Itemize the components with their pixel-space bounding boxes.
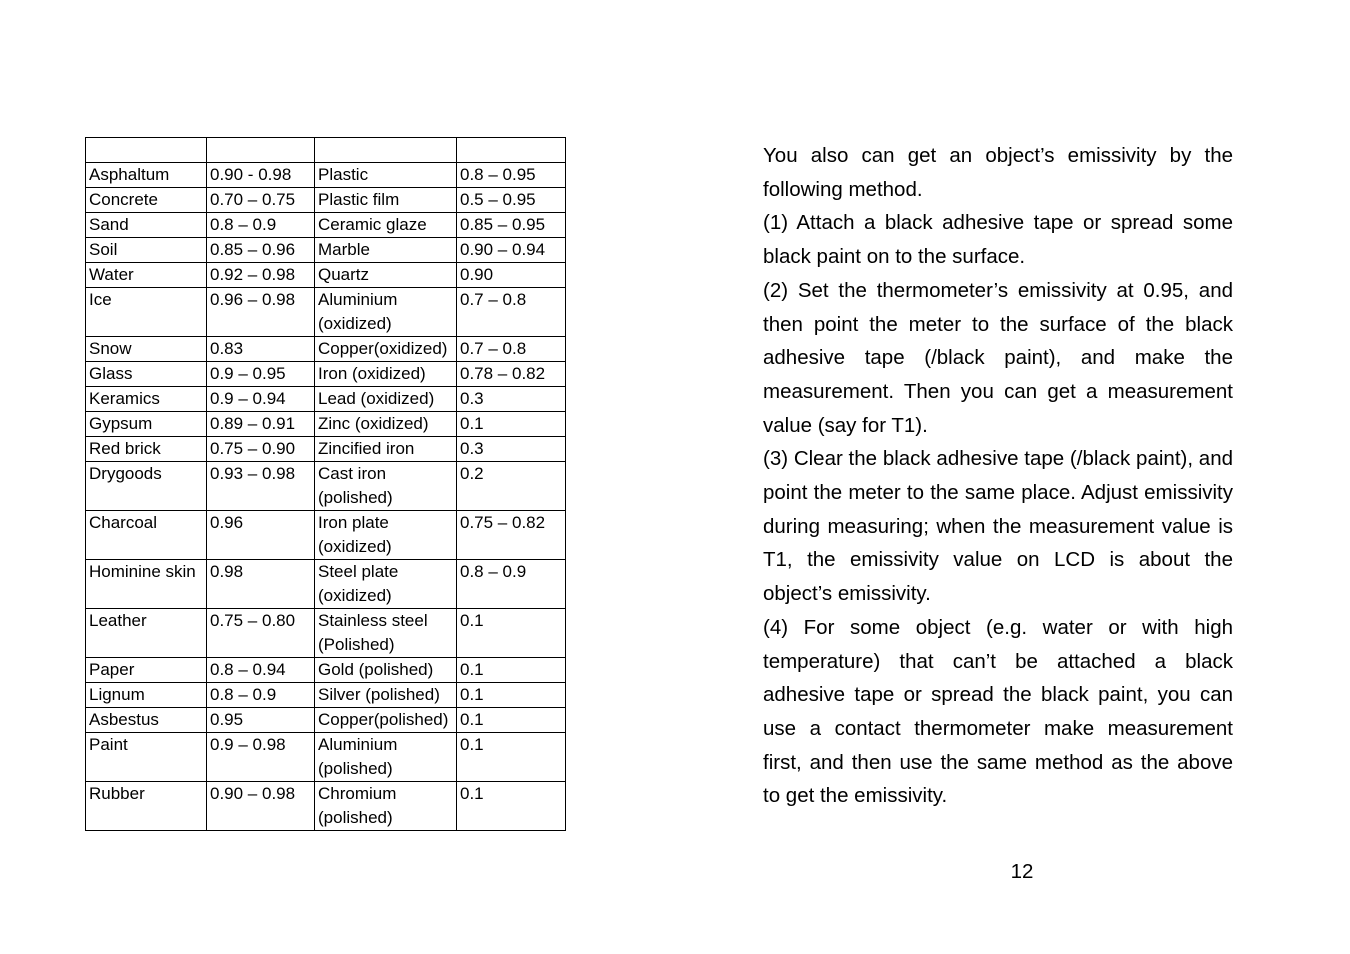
emissivity-cell xyxy=(207,387,315,412)
table-row xyxy=(86,213,566,238)
paragraph-step-3: (3) Clear the black adhesive tape (/black paint), and point the meter to the same place. Adjust emissivity during measuring; when the measurement value is T1, the emissivity value on LCD is about the object’s emissivity. xyxy=(763,447,1233,606)
emissivity-cell xyxy=(457,658,566,683)
emissivity-cell xyxy=(207,238,315,263)
table-row xyxy=(86,362,566,387)
emissivity-cell xyxy=(457,782,566,831)
emissivity-cell-text: 0.92 – 0.98 xyxy=(210,265,296,284)
material-cell-text: Iron plate xyxy=(318,513,389,532)
material-cell-text: Soil xyxy=(89,240,118,259)
material-cell xyxy=(86,708,207,733)
emissivity-cell-text: 0.5 – 0.95 xyxy=(460,190,536,209)
material-cell-text: Paint xyxy=(89,735,128,754)
material-cell xyxy=(315,511,457,560)
emissivity-cell-text: 0.75 – 0.90 xyxy=(210,439,296,458)
emissivity-cell-text: 0.96 – 0.98 xyxy=(210,290,296,309)
emissivity-cell-text: 0.78 – 0.82 xyxy=(460,364,546,383)
emissivity-cell-text: 0.90 – 0.94 xyxy=(460,240,546,259)
material-cell xyxy=(86,238,207,263)
emissivity-table-body xyxy=(86,138,566,831)
material-cell-text: Steel plate xyxy=(318,562,399,581)
emissivity-cell xyxy=(207,683,315,708)
material-cell-text: Paper xyxy=(89,660,135,679)
material-cell xyxy=(315,437,457,462)
emissivity-method-text xyxy=(763,139,1233,813)
material-cell-text: Aluminium xyxy=(318,290,398,309)
material-cell xyxy=(86,560,207,609)
emissivity-cell-text: 0.1 xyxy=(460,784,484,803)
emissivity-cell-text: 0.3 xyxy=(460,389,484,408)
emissivity-cell xyxy=(207,263,315,288)
emissivity-cell xyxy=(207,163,315,188)
paragraph-step-1: (1) Attach a black adhesive tape or spread some black paint on to the surface. xyxy=(763,211,1233,269)
emissivity-cell-text: 0.85 – 0.95 xyxy=(460,215,546,234)
emissivity-cell-text: 0.8 – 0.95 xyxy=(460,165,536,184)
table-row xyxy=(86,708,566,733)
emissivity-cell-text: 0.90 – 0.98 xyxy=(210,784,296,803)
emissivity-cell-text: 0.90 - 0.98 xyxy=(210,165,292,184)
material-cell-text-line2: (oxidized) xyxy=(318,314,392,333)
material-cell xyxy=(315,609,457,658)
table-row xyxy=(86,609,566,658)
material-cell-text: Marble xyxy=(318,240,370,259)
material-cell-text: Chromium xyxy=(318,784,397,803)
material-cell xyxy=(315,213,457,238)
emissivity-cell-text: 0.9 – 0.95 xyxy=(210,364,286,383)
material-cell xyxy=(315,263,457,288)
emissivity-cell xyxy=(457,337,566,362)
emissivity-cell xyxy=(457,362,566,387)
emissivity-cell-text: 0.70 – 0.75 xyxy=(210,190,296,209)
material-cell xyxy=(315,733,457,782)
emissivity-cell xyxy=(207,337,315,362)
material-cell-text-line2: (polished) xyxy=(318,808,393,827)
material-cell-text: Snow xyxy=(89,339,132,358)
emissivity-cell-text: 0.90 xyxy=(460,265,494,284)
emissivity-cell xyxy=(207,288,315,337)
material-cell xyxy=(86,658,207,683)
material-cell xyxy=(86,362,207,387)
emissivity-cell-text: 0.7 – 0.8 xyxy=(460,339,527,358)
emissivity-cell xyxy=(457,708,566,733)
material-cell xyxy=(86,387,207,412)
emissivity-cell-text: 0.1 xyxy=(460,685,484,704)
emissivity-cell-text: 0.1 xyxy=(460,611,484,630)
emissivity-cell xyxy=(457,263,566,288)
material-cell xyxy=(315,387,457,412)
material-cell-text: Aluminium xyxy=(318,735,398,754)
table-row xyxy=(86,462,566,511)
material-cell xyxy=(315,462,457,511)
emissivity-cell-text: 0.8 – 0.94 xyxy=(210,660,286,679)
emissivity-cell-text: 0.75 – 0.82 xyxy=(460,513,546,532)
emissivity-cell xyxy=(457,213,566,238)
material-cell-text: Copper(oxidized) xyxy=(318,339,448,358)
emissivity-cell-text: 0.75 – 0.80 xyxy=(210,611,296,630)
material-cell xyxy=(86,188,207,213)
table-row xyxy=(86,387,566,412)
emissivity-cell-text: 0.8 – 0.9 xyxy=(210,215,277,234)
emissivity-cell xyxy=(457,163,566,188)
emissivity-table xyxy=(85,137,566,831)
material-cell-text: Gypsum xyxy=(89,414,153,433)
table-row xyxy=(86,683,566,708)
material-cell xyxy=(315,658,457,683)
emissivity-cell-text: 0.8 – 0.9 xyxy=(210,685,277,704)
material-cell xyxy=(315,362,457,387)
table-header-row xyxy=(86,138,566,163)
table-row xyxy=(86,511,566,560)
material-cell-text-line2: (oxidized) xyxy=(318,537,392,556)
material-cell-text-line2: (Polished) xyxy=(318,635,395,654)
material-cell xyxy=(315,560,457,609)
material-cell-text: Charcoal xyxy=(89,513,158,532)
material-cell-text: Cast iron xyxy=(318,464,387,483)
emissivity-cell-text: 0.85 – 0.96 xyxy=(210,240,296,259)
emissivity-cell xyxy=(207,658,315,683)
material-cell-text: Lead (oxidized) xyxy=(318,389,435,408)
header-cell xyxy=(86,138,207,163)
material-cell-text: Rubber xyxy=(89,784,145,803)
material-cell xyxy=(86,337,207,362)
emissivity-cell xyxy=(207,213,315,238)
material-cell-text: Water xyxy=(89,265,134,284)
emissivity-cell-text: 0.95 xyxy=(210,710,244,729)
material-cell xyxy=(86,511,207,560)
emissivity-cell xyxy=(207,782,315,831)
material-cell-text: Plastic film xyxy=(318,190,400,209)
table-row xyxy=(86,238,566,263)
material-cell-text: Keramics xyxy=(89,389,160,408)
emissivity-cell xyxy=(207,462,315,511)
material-cell xyxy=(86,683,207,708)
emissivity-cell xyxy=(207,560,315,609)
material-cell xyxy=(86,609,207,658)
material-cell xyxy=(86,782,207,831)
material-cell-text: Quartz xyxy=(318,265,370,284)
material-cell-text: Stainless steel xyxy=(318,611,428,630)
emissivity-cell xyxy=(207,511,315,560)
table-row xyxy=(86,188,566,213)
header-cell xyxy=(315,138,457,163)
material-cell-text: Silver (polished) xyxy=(318,685,440,704)
table-row xyxy=(86,163,566,188)
material-cell xyxy=(86,263,207,288)
emissivity-cell xyxy=(457,387,566,412)
material-cell-text: Zinc (oxidized) xyxy=(318,414,429,433)
emissivity-cell xyxy=(207,733,315,782)
material-cell-text: Iron (oxidized) xyxy=(318,364,426,383)
material-cell-text: Glass xyxy=(89,364,133,383)
emissivity-cell-text: 0.89 – 0.91 xyxy=(210,414,296,433)
emissivity-cell-text: 0.2 xyxy=(460,464,484,483)
table-row xyxy=(86,733,566,782)
emissivity-cell xyxy=(457,238,566,263)
header-cell xyxy=(457,138,566,163)
material-cell xyxy=(86,462,207,511)
emissivity-cell xyxy=(207,708,315,733)
material-cell-text: Leather xyxy=(89,611,147,630)
emissivity-cell xyxy=(457,188,566,213)
emissivity-cell xyxy=(207,362,315,387)
table-row xyxy=(86,288,566,337)
material-cell xyxy=(315,163,457,188)
emissivity-cell-text: 0.3 xyxy=(460,439,484,458)
material-cell xyxy=(315,337,457,362)
material-cell-text-line2: (polished) xyxy=(318,488,393,507)
material-cell-text: Zincified iron xyxy=(318,439,415,458)
emissivity-cell xyxy=(207,437,315,462)
page-number: 12 xyxy=(1010,860,1034,883)
material-cell-text-line2: (polished) xyxy=(318,759,393,778)
emissivity-cell xyxy=(457,733,566,782)
material-cell xyxy=(315,288,457,337)
material-cell xyxy=(315,412,457,437)
material-cell xyxy=(315,782,457,831)
paragraph-step-4: (4) For some object (e.g. water or with high temperature) that can’t be attached a black adhesive tape or spread the black paint, you can use a contact thermometer make measurement first, and then use the same method as the above to get the emissivity. xyxy=(763,615,1233,808)
emissivity-cell xyxy=(457,609,566,658)
material-cell xyxy=(315,188,457,213)
emissivity-cell-text: 0.83 xyxy=(210,339,244,358)
table-row xyxy=(86,560,566,609)
material-cell xyxy=(315,238,457,263)
emissivity-cell-text: 0.1 xyxy=(460,710,484,729)
emissivity-cell xyxy=(457,560,566,609)
emissivity-cell-text: 0.9 – 0.98 xyxy=(210,735,286,754)
emissivity-cell xyxy=(457,288,566,337)
paragraph-intro: You also can get an object’s emissivity by the following method. xyxy=(763,144,1233,201)
material-cell-text: Hominine skin xyxy=(89,562,196,581)
table-row xyxy=(86,658,566,683)
material-cell-text: Ice xyxy=(89,290,112,309)
emissivity-cell xyxy=(457,511,566,560)
emissivity-cell-text: 0.9 – 0.94 xyxy=(210,389,286,408)
emissivity-cell xyxy=(207,412,315,437)
material-cell-text: Ceramic glaze xyxy=(318,215,427,234)
emissivity-cell xyxy=(457,437,566,462)
emissivity-cell-text: 0.1 xyxy=(460,414,484,433)
emissivity-cell-text: 0.1 xyxy=(460,660,484,679)
material-cell xyxy=(86,437,207,462)
emissivity-cell-text: 0.93 – 0.98 xyxy=(210,464,296,483)
table-row xyxy=(86,263,566,288)
material-cell xyxy=(86,163,207,188)
table-row xyxy=(86,412,566,437)
material-cell-text: Asphaltum xyxy=(89,165,170,184)
material-cell xyxy=(315,683,457,708)
table-row xyxy=(86,437,566,462)
material-cell xyxy=(86,288,207,337)
table-row xyxy=(86,782,566,831)
emissivity-cell xyxy=(457,412,566,437)
paragraph-step-2: (2) Set the thermometer’s emissivity at 0.95, and then point the meter to the surface of the black adhesive tape (/black paint), and make the measurement. Then you can get a measurement value (say for T1). xyxy=(763,278,1233,437)
material-cell-text: Copper(polished) xyxy=(318,710,449,729)
material-cell-text: Red brick xyxy=(89,439,161,458)
emissivity-cell-text: 0.1 xyxy=(460,735,484,754)
emissivity-cell-text: 0.8 – 0.9 xyxy=(460,562,527,581)
material-cell xyxy=(86,412,207,437)
emissivity-cell xyxy=(207,188,315,213)
material-cell xyxy=(315,708,457,733)
header-cell xyxy=(207,138,315,163)
material-cell-text-line2: (oxidized) xyxy=(318,586,392,605)
material-cell-text: Concrete xyxy=(89,190,158,209)
emissivity-cell xyxy=(207,609,315,658)
material-cell-text: Lignum xyxy=(89,685,145,704)
material-cell-text: Gold (polished) xyxy=(318,660,434,679)
material-cell-text: Plastic xyxy=(318,165,369,184)
material-cell xyxy=(86,213,207,238)
emissivity-cell-text: 0.7 – 0.8 xyxy=(460,290,527,309)
material-cell xyxy=(86,733,207,782)
material-cell-text: Drygoods xyxy=(89,464,162,483)
table-row xyxy=(86,337,566,362)
material-cell-text: Asbestus xyxy=(89,710,159,729)
emissivity-cell-text: 0.98 xyxy=(210,562,244,581)
emissivity-cell-text: 0.96 xyxy=(210,513,244,532)
emissivity-cell xyxy=(457,462,566,511)
material-cell-text: Sand xyxy=(89,215,129,234)
emissivity-cell xyxy=(457,683,566,708)
